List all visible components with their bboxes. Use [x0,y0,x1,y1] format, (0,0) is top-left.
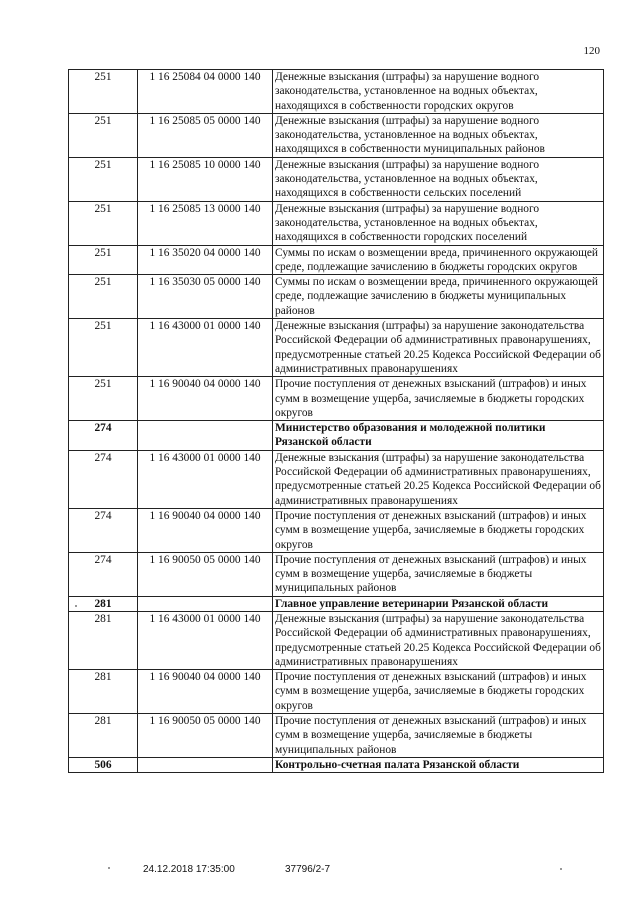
scan-speck [560,868,562,870]
revenue-code-cell [138,757,273,772]
revenue-name-cell: Суммы по искам о возмещении вреда, причиненного окружающей среде, подлежащие зачислению в бюджеты муниципальных районов [273,275,604,319]
table-row [69,70,604,114]
revenue-code-cell: 1 16 25084 04 0000 140 [138,70,273,114]
revenue-name-cell: Контрольно-счетная палата Рязанской области [273,757,604,772]
revenue-name-cell: Прочие поступления от денежных взысканий (штрафов) и иных сумм в возмещение ущерба, зачисляемые в бюджеты городских округов [273,377,604,421]
admin-code-cell: 251 [69,157,138,201]
admin-code-cell: 251 [69,377,138,421]
table-row [69,201,604,245]
admin-code-cell: 281 [69,596,138,611]
admin-code-cell: 251 [69,275,138,319]
table-row [69,319,604,377]
revenue-code-cell: 1 16 35030 05 0000 140 [138,275,273,319]
table-row [69,552,604,596]
revenue-code-cell: 1 16 90050 05 0000 140 [138,714,273,758]
revenue-code-cell: 1 16 25085 13 0000 140 [138,201,273,245]
revenue-code-cell: 1 16 43000 01 0000 140 [138,611,273,669]
revenue-code-cell: 1 16 90040 04 0000 140 [138,377,273,421]
table-row [69,275,604,319]
revenue-code-cell: 1 16 35020 04 0000 140 [138,245,273,275]
admin-code-cell: 251 [69,319,138,377]
revenue-code-cell: 1 16 25085 05 0000 140 [138,113,273,157]
footer [0,864,640,878]
revenue-name-cell: Министерство образования и молодежной политики Рязанской области [273,421,604,451]
footer-doc-number: 37796/2-7 [285,864,331,875]
admin-code-cell: 274 [69,450,138,508]
table-row [69,245,604,275]
section-header-row [69,421,604,451]
revenue-name-cell: Прочие поступления от денежных взысканий (штрафов) и иных сумм в возмещение ущерба, зачисляемые в бюджеты муниципальных районов [273,552,604,596]
revenue-name-cell: Прочие поступления от денежных взысканий (штрафов) и иных сумм в возмещение ущерба, зачисляемые в бюджеты городских округов [273,670,604,714]
revenue-code-cell: 1 16 90040 04 0000 140 [138,508,273,552]
revenue-code-cell: 1 16 43000 01 0000 140 [138,319,273,377]
table-row [69,714,604,758]
revenue-name-cell: Денежные взыскания (штрафы) за нарушение законодательства Российской Федерации об административных правонарушениях, предусмотренные статьей 20.25 Кодекса Российской Федерации об административных правонарушениях [273,319,604,377]
revenue-name-cell: Главное управление ветеринарии Рязанской области [273,596,604,611]
section-header-row [69,596,604,611]
revenue-name-cell: Суммы по искам о возмещении вреда, причиненного окружающей среде, подлежащие зачислению в бюджеты городских округов [273,245,604,275]
scan-speck [108,867,110,869]
admin-code-cell: 281 [69,714,138,758]
revenue-name-cell: Денежные взыскания (штрафы) за нарушение водного законодательства, установленное на водных объектах, находящихся в собственности городских поселений [273,201,604,245]
revenue-name-cell: Денежные взыскания (штрафы) за нарушение законодательства Российской Федерации об административных правонарушениях, предусмотренные статьей 20.25 Кодекса Российской Федерации об административных правонарушениях [273,450,604,508]
admin-code-cell: 251 [69,245,138,275]
table-row [69,113,604,157]
table-row [69,508,604,552]
admin-code-cell: 274 [69,552,138,596]
revenue-code-cell: 1 16 90050 05 0000 140 [138,552,273,596]
table-row [69,670,604,714]
admin-code-cell: 251 [69,113,138,157]
admin-code-cell: 274 [69,421,138,451]
table-row [69,450,604,508]
admin-code-cell: 251 [69,70,138,114]
admin-code-cell: 506 [69,757,138,772]
table-row [69,377,604,421]
revenue-name-cell: Прочие поступления от денежных взысканий (штрафов) и иных сумм в возмещение ущерба, зачисляемые в бюджеты муниципальных районов [273,714,604,758]
revenue-name-cell: Денежные взыскания (штрафы) за нарушение водного законодательства, установленное на водных объектах, находящихся в собственности городских округов [273,70,604,114]
revenue-name-cell: Денежные взыскания (штрафы) за нарушение водного законодательства, установленное на водных объектах, находящихся в собственности сельских поселений [273,157,604,201]
revenue-code-cell [138,596,273,611]
footer-timestamp: 24.12.2018 17:35:00 [143,864,235,875]
table-row [69,157,604,201]
revenue-code-cell: 1 16 25085 10 0000 140 [138,157,273,201]
table-row [69,611,604,669]
admin-code-cell: 281 [69,670,138,714]
revenue-code-cell [138,421,273,451]
revenue-name-cell: Прочие поступления от денежных взысканий (штрафов) и иных сумм в возмещение ущерба, зачисляемые в бюджеты городских округов [273,508,604,552]
revenue-name-cell: Денежные взыскания (штрафы) за нарушение законодательства Российской Федерации об административных правонарушениях, предусмотренные статьей 20.25 Кодекса Российской Федерации об административных правонарушениях [273,611,604,669]
table-body [69,70,604,773]
admin-code-cell: 251 [69,201,138,245]
page-number: 120 [583,45,600,57]
revenue-code-cell: 1 16 90040 04 0000 140 [138,670,273,714]
scan-speck [75,605,77,607]
section-header-row [69,757,604,772]
revenue-code-cell: 1 16 43000 01 0000 140 [138,450,273,508]
revenue-codes-table [68,69,604,773]
admin-code-cell: 281 [69,611,138,669]
admin-code-cell: 274 [69,508,138,552]
revenue-name-cell: Денежные взыскания (штрафы) за нарушение водного законодательства, установленное на водных объектах, находящихся в собственности муниципальных районов [273,113,604,157]
